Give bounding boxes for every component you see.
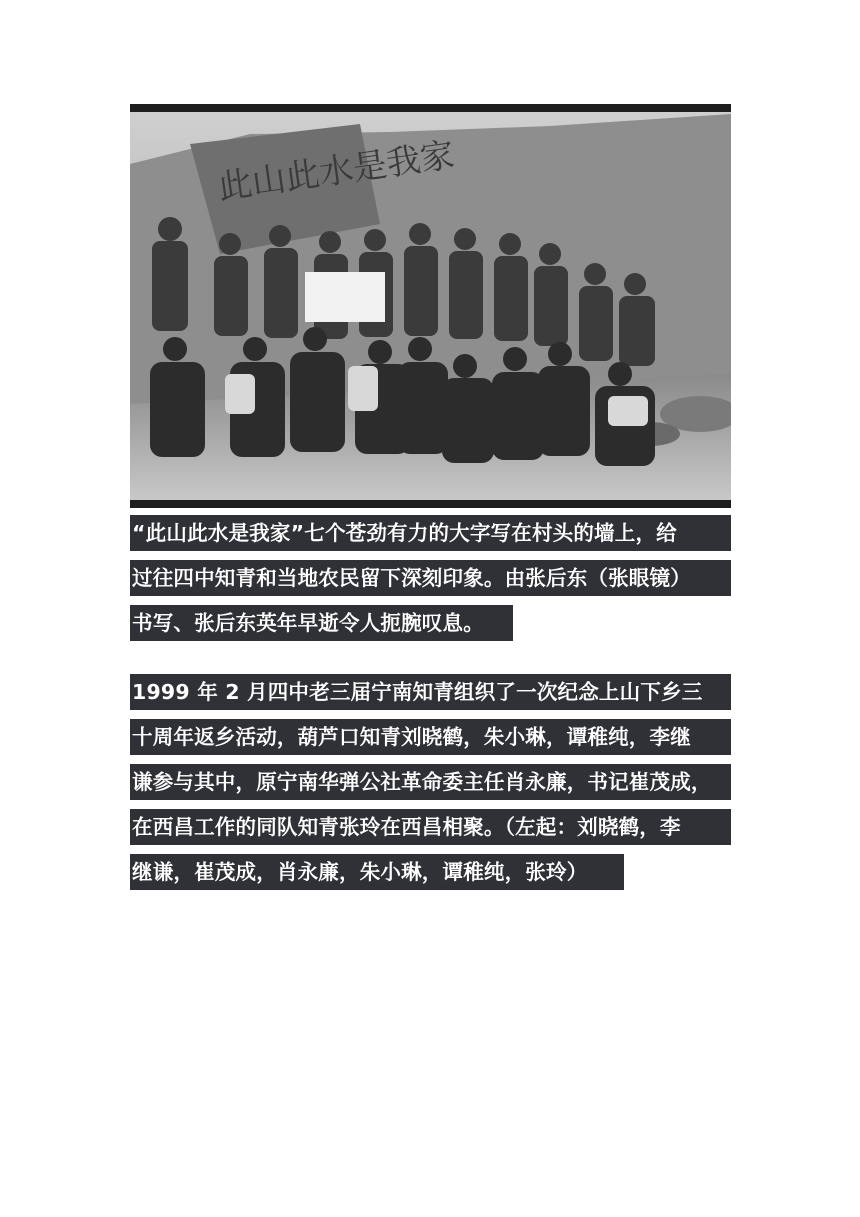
caption-line: 十周年返乡活动，葫芦口知青刘晓鹤，朱小琳，谭稚纯，李继 xyxy=(130,719,731,755)
caption-line: “此山此水是我家”七个苍劲有力的大字写在村头的墙上，给 xyxy=(130,515,731,551)
wall-slogan: 此山此水是我家 xyxy=(215,135,457,208)
caption-line: 谦参与其中，原宁南华弹公社革命委主任肖永廉，书记崔茂成， xyxy=(130,764,731,800)
caption-line: 书写、张后东英年早逝令人扼腕叹息。 xyxy=(130,605,513,641)
group-photo xyxy=(130,104,731,508)
caption-paragraph-2 xyxy=(130,674,731,899)
caption-line: 继谦，崔茂成，肖永廉，朱小琳，谭稚纯，张玲） xyxy=(130,854,624,890)
caption-line: 1999 年 2 月四中老三届宁南知青组织了一次纪念上山下乡三 xyxy=(130,674,731,710)
group-photo-image xyxy=(130,104,731,508)
caption-line: 过往四中知青和当地农民留下深刻印象。由张后东（张眼镜） xyxy=(130,560,731,596)
caption-paragraph-1 xyxy=(130,515,731,650)
caption-line: 在西昌工作的同队知青张玲在西昌相聚。（左起：刘晓鹤，李 xyxy=(130,809,731,845)
